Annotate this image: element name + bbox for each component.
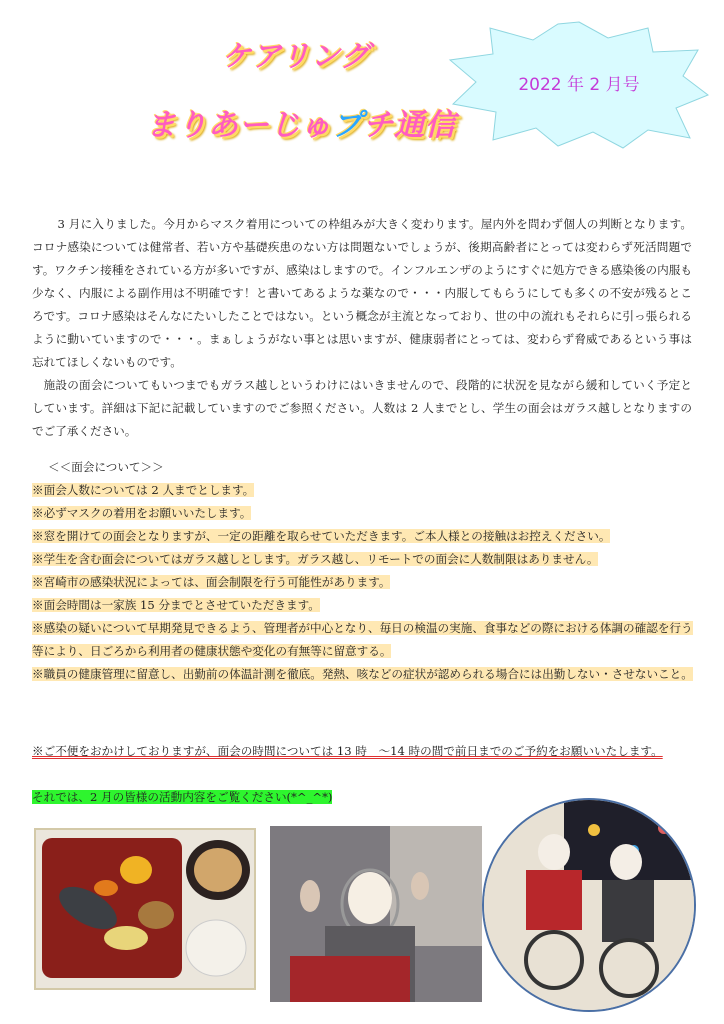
list-item: ※窓を開けての面会となりますが、一定の距離を取らせていただきます。ご本人様との接触はお控えください。 [32, 529, 611, 543]
newsletter-title-line2 [146, 100, 456, 144]
list-item: ※面会時間は一家族 15 分までとさせていただきます。 [32, 598, 320, 612]
list-item: ※学生を含む面会についてはガラス越しとします。ガラス越し、リモートでの面会に人数制限はありません。 [32, 552, 599, 566]
title-part-pink: まりあーじゅ [146, 108, 332, 143]
list-item: ※宮崎市の感染状況によっては、面会制限を行う可能性があります。 [32, 575, 391, 589]
list-item: ※面会人数については 2 人までとします。 [32, 483, 255, 497]
visit-rules-list [32, 479, 696, 686]
intro-text [32, 213, 692, 443]
activities-intro [32, 786, 332, 809]
reservation-notice [32, 740, 696, 763]
intro-paragraph-1: 3 月に入りました。今月からマスク着用についての枠組みが大きく変わります。屋内外を問わず個人の判断となります。コロナ感染については健常者、若い方や基礎疾患のない方は問題ないでしょうが、後期高齢者にとっては変わらず死活問題です。ワクチン接種をされている方が多いですが、感染はしますので。インフルエンザのようにすぐに処方できる感染後の内服も少なく、内服による副作用は不明確です！と書いてあるような薬なので・・・内服してもらうにしても多くの不安が残るところです。コロナ感染はそんなにたいしたことではない。という概念が主流となっており、世の中の流れもそれらに引っ張られるように動いていますので・・・。まぁしょうがない事とは思いますが、健康弱者にとっては、変わらず脅威であるという事は忘れてほしくないものです。 [32, 217, 692, 369]
list-item: ※必ずマスクの着用をお願いいたします。 [32, 506, 252, 520]
reservation-notice-text: ※ご不便をおかけしておりますが、面会の時間については 13 時 ～14 時の間で前日までのご予約をお願いいたします。 [32, 744, 663, 758]
newsletter-title-line1: ケアリング [222, 39, 371, 73]
resident-photo-waving [270, 826, 482, 1002]
issue-date: 2022 年 2 月号 [518, 75, 640, 95]
residents-wheelchair-photo [482, 798, 696, 1012]
activities-intro-text: それでは、2 月の皆様の活動内容をご覧ください(*^_^*) [32, 790, 333, 804]
meal-photo [34, 828, 256, 990]
list-item: ※職員の健康管理に留意し、出勤前の体温計測を徹底。発熱、咳などの症状が認められる場合には出勤しない・させないこと。 [32, 667, 693, 681]
intro-paragraph-2: 施設の面会についてもいつまでもガラス越しというわけにはいきませんので、段階的に状況を見ながら緩和していく予定としています。詳細は下記に記載していますのでご参照ください。人数は 2 人までとし、学生の面会はガラス越しとなりますのでご了承ください。 [32, 378, 692, 438]
visits-heading: ＜＜面会について＞＞ [48, 460, 164, 474]
title-part-rest: チ通信 [363, 108, 456, 143]
title-part-blue: プ [332, 108, 363, 143]
list-item: ※感染の疑いについて早期発見できるよう、管理者が中心となり、毎日の検温の実施、食事などの際における体調の確認を行う等により、日ごろから利用者の健康状態や変化の有無等に留意する。 [32, 621, 693, 658]
